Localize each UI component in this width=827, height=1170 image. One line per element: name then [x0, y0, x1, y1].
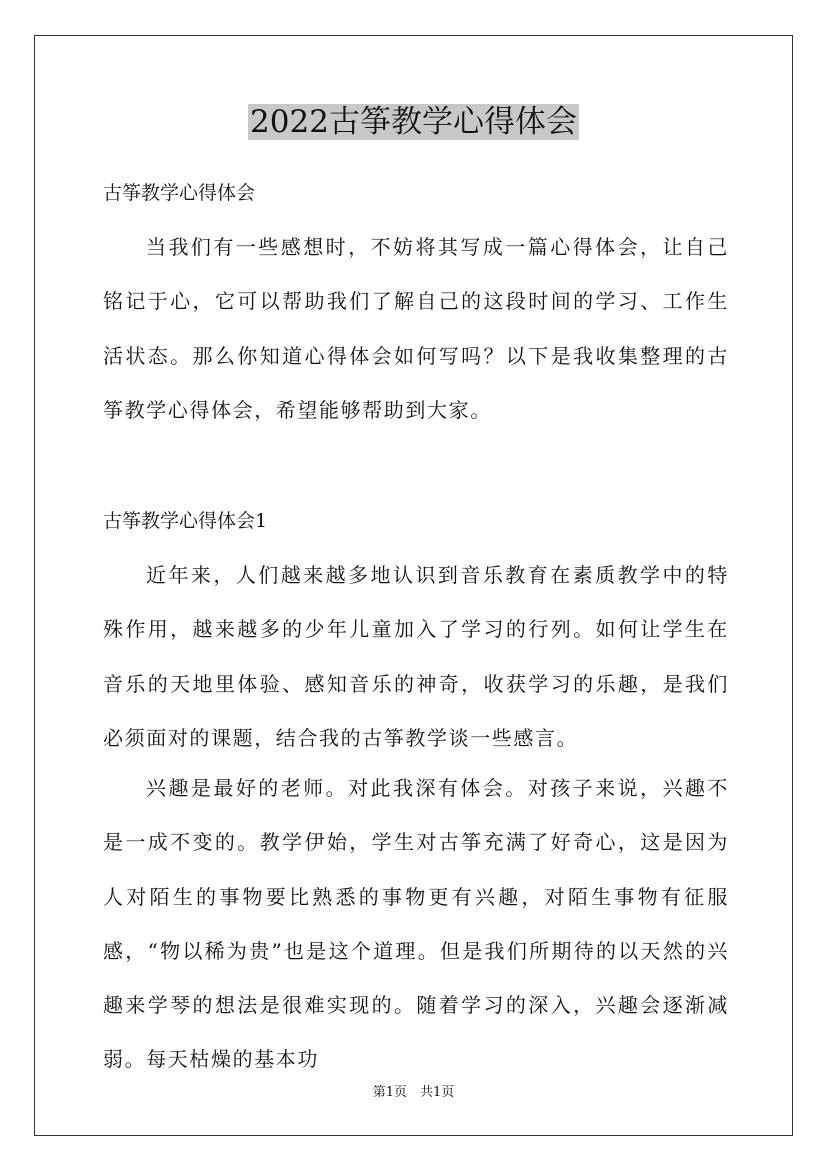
section1-paragraph-1: 近年来，人们越来越多地认识到音乐教育在素质教学中的特殊作用，越来越多的少年儿童加入了学习的行列。如何让学生在音乐的天地里体验、感知音乐的神奇，收获学习的乐趣，是我们必须面对的课题，结合我的古筝教学谈一些感言。	[103, 563, 729, 750]
document-title-text: 2022古筝教学心得体会	[250, 104, 577, 140]
section1-paragraph-2: 兴趣是最好的老师。对此我深有体会。对孩子来说，兴趣不是一成不变的。教学伊始，学生对古筝充满了好奇心，这是因为人对陌生的事物要比熟悉的事物更有兴趣，对陌生事物有征服感，“物以稀为贵”也是这个道理。但是我们所期待的以天然的兴趣来学琴的想法是很难实现的。随着学习的深入，兴趣会逐渐减弱。每天枯燥的基本功	[103, 776, 729, 1072]
page-footer: 第1页 共1页	[372, 1085, 455, 1100]
intro-paragraph: 当我们有一些感想时，不妨将其写成一篇心得体会，让自己铭记于心，它可以帮助我们了解自己的这段时间的学习、工作生活状态。那么你知道心得体会如何写吗？以下是我收集整理的古筝教学心得体会，希望能够帮助到大家。	[103, 235, 729, 422]
section1-heading: 古筝教学心得体会1	[103, 510, 268, 532]
intro-heading: 古筝教学心得体会	[103, 182, 256, 204]
document-title	[0, 100, 827, 144]
